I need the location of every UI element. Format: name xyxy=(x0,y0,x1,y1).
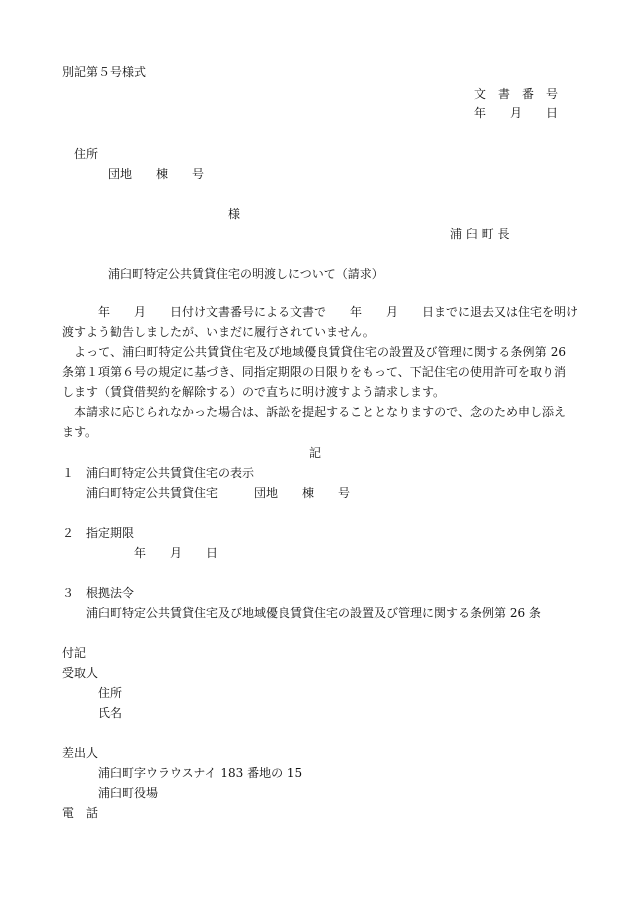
document-number-label: 文 書 番 号 xyxy=(474,87,559,101)
ki-heading: 記 xyxy=(309,446,322,460)
body-paragraph-1-line-2: 渡すよう勧告しましたが、いまだに履行されていません。 xyxy=(62,325,375,339)
item-3-value: 浦臼町特定公共賃貸住宅及び地域優良賃貸住宅の設置及び管理に関する条例第 26 条 xyxy=(86,606,541,620)
body-paragraph-2: よって、浦臼町特定公共賃貸住宅及び地域優良賃貸住宅の設置及び管理に関する条例第 26 条第１項第６号の規定に基づき、同指定期限の日限りをもって、下記住宅の使用許可を取り消します（賃貸借契約を解除する）ので直ちに明け渡すよう請求します。 xyxy=(62,345,566,399)
sender-organization: 浦臼町役場 xyxy=(98,786,159,800)
recipient-name-label: 氏名 xyxy=(98,706,123,720)
sender-label: 差出人 xyxy=(62,746,99,760)
document-date-label: 年 月 日 xyxy=(474,106,559,120)
item-2-value: 年 月 日 xyxy=(134,546,219,560)
phone-label: 電 話 xyxy=(62,806,99,820)
recipient-label: 受取人 xyxy=(62,666,99,680)
body-paragraph-3: 本請求に応じられなかった場合は、訴訟を提起することとなりますので、念のため申し添えます。 xyxy=(62,405,566,439)
estate-building-number: 団地 棟 号 xyxy=(108,167,205,181)
address-label: 住所 xyxy=(74,147,99,161)
form-number: 別記第５号様式 xyxy=(62,65,147,79)
item-1-value: 浦臼町特定公共賃貸住宅 団地 棟 号 xyxy=(86,486,351,500)
body-paragraph-1-line-1: 年 月 日付け文書番号による文書で 年 月 日までに退去又は住宅を明け xyxy=(98,305,579,319)
recipient-honorific: 様 xyxy=(228,207,241,221)
document-title: 浦臼町特定公共賃貸住宅の明渡しについて（請求） xyxy=(108,267,384,281)
item-3-label: ３ 根拠法令 xyxy=(62,586,135,600)
recipient-address-label: 住所 xyxy=(98,686,123,700)
fuki-label: 付記 xyxy=(62,646,87,660)
item-1-label: １ 浦臼町特定公共賃貸住宅の表示 xyxy=(62,466,255,480)
sender-title: 浦 臼 町 長 xyxy=(450,227,510,241)
item-2-label: ２ 指定期限 xyxy=(62,526,135,540)
sender-address: 浦臼町字ウラウスナイ 183 番地の 15 xyxy=(98,766,303,780)
